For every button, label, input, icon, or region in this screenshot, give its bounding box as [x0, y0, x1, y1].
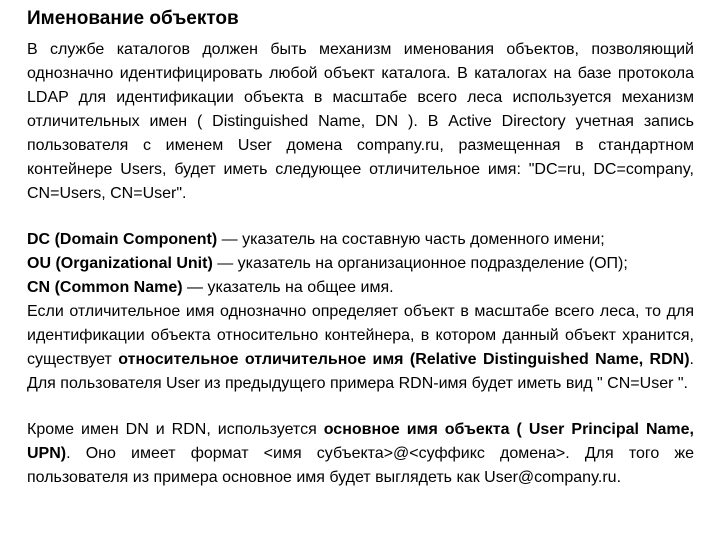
- desc-cn: — указатель на общее имя.: [182, 279, 394, 296]
- desc-ou: — указатель на организационное подразделение (ОП);: [212, 255, 628, 272]
- rdn-intro: Если отличительное имя однозначно определяет объект в масштабе всего леса, то для идентификации объекта относительно контейнера, в котором данный объект хранится, существует: [27, 303, 694, 368]
- paragraph-dn: В службе каталогов должен быть механизм именования объектов, позволяющий однозначно идентифицировать любой объект каталога. В каталогах на базе протокола LDAP для идентификации объекта в масштабе всего леса используется механизм отличительных имен ( Distinguished Name, DN ). В Active Directory учетная запись пользователя с именем User домена company.ru, размещенная в стандартном контейнере Users, будет иметь следующее отличительное имя: "DC=ru, DC=company, CN=Users, CN=User".: [27, 41, 694, 202]
- slide-title: Именование объектов: [27, 8, 239, 29]
- term-cn: CN: [27, 279, 51, 296]
- desc-dc: — указатель на составную часть доменного имени;: [217, 231, 605, 248]
- term-dc: DC: [27, 231, 51, 248]
- paragraph-upn: [27, 418, 694, 490]
- paragraph-components: [27, 228, 694, 396]
- term-ou: OU: [27, 255, 51, 272]
- term-cn-full: (Common Name): [54, 279, 183, 296]
- term-upn: основное имя объекта ( User Principal Name, UPN): [27, 421, 694, 462]
- term-ou-full: (Organizational Unit): [55, 255, 213, 272]
- rdn-example: . Для пользователя User из предыдущего примера RDN-имя будет иметь вид " CN=User ".: [27, 351, 694, 392]
- upn-intro: Кроме имен DN и RDN, используется: [27, 421, 324, 438]
- term-dc-full: (Domain Component): [54, 231, 218, 248]
- upn-example: . Оно имеет формат <имя субъекта>@<суффикс домена>. Для того же пользователя из примера основное имя будет выглядеть как User@company.ru.: [27, 445, 694, 486]
- term-rdn: относительное отличительное имя (Relative Distinguished Name, RDN): [118, 351, 690, 368]
